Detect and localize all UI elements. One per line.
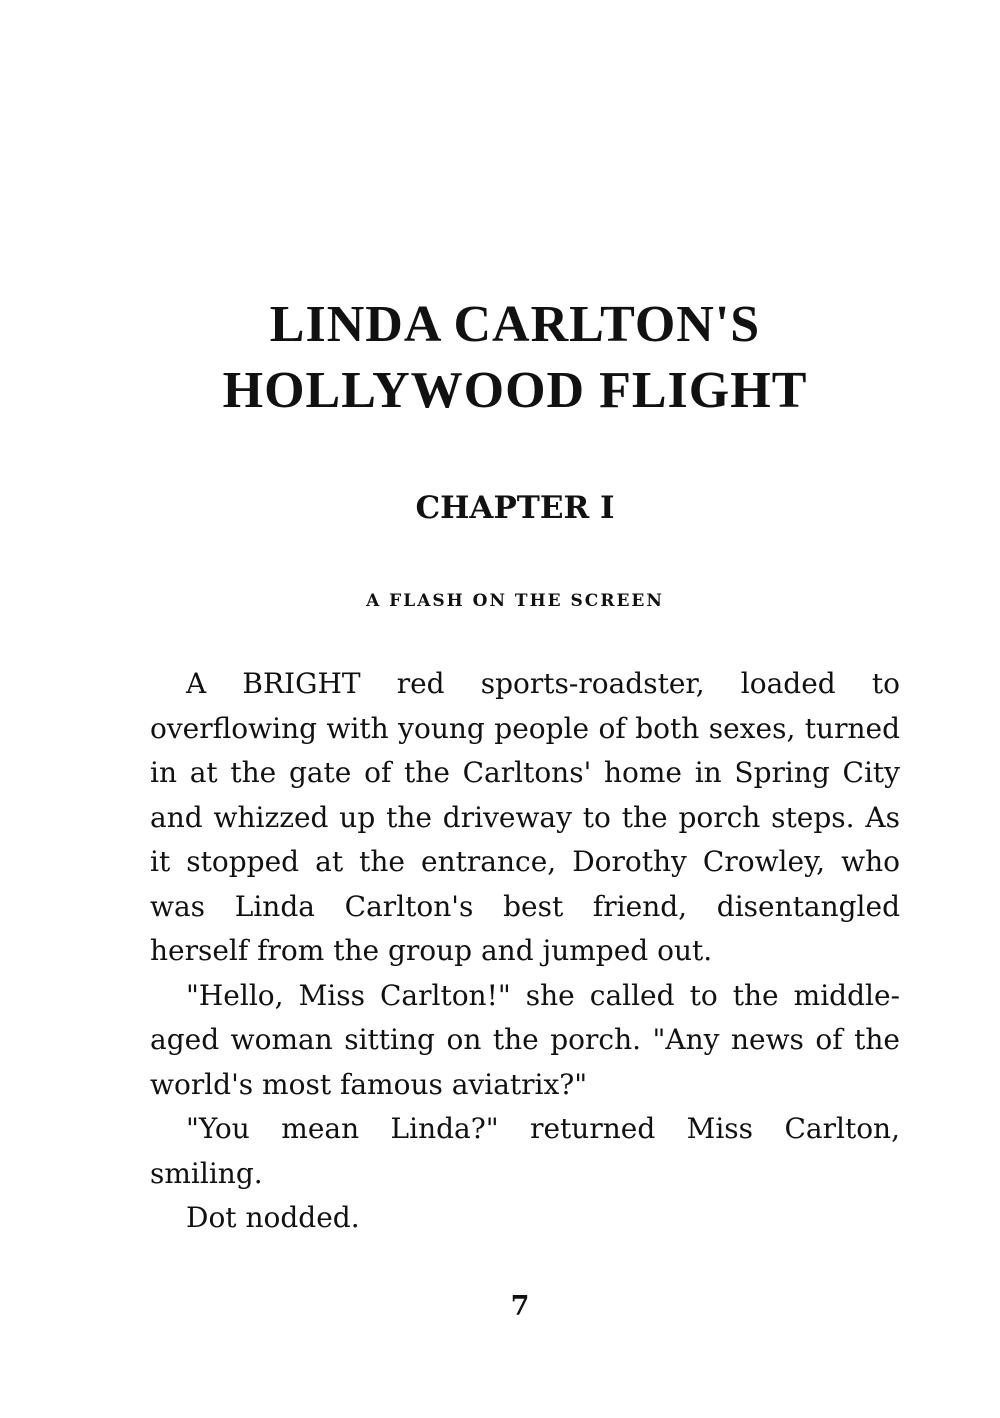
chapter-body	[150, 662, 900, 1241]
book-title-line-2: HOLLYWOOD FLIGHT	[222, 362, 808, 419]
book-title	[150, 292, 880, 424]
chapter-title: A FLASH ON THE SCREEN	[366, 591, 664, 611]
paragraph-1: A BRIGHT red sports-roadster, loaded to overflowing with young people of both sexes, turned in at the gate of the Carltons' home in Spring City and whizzed up the driveway to the porch steps. As it stopped at the entrance, Dorothy Crowley, who was Linda Carlton's best friend, disentangled herself from the group and jumped out.	[150, 667, 900, 967]
page-number: 7	[510, 1291, 530, 1322]
book-title-line-1: LINDA CARLTON'S	[269, 296, 761, 353]
paragraph-3: "You mean Linda?" returned Miss Carlton, smiling.	[150, 1112, 900, 1190]
paragraph-2: "Hello, Miss Carlton!" she called to the middle-aged woman sitting on the porch. "Any news of the world's most famous aviatrix?"	[150, 978, 900, 1101]
chapter-number: CHAPTER I	[415, 490, 615, 526]
paragraph-4: Dot nodded.	[186, 1201, 360, 1234]
